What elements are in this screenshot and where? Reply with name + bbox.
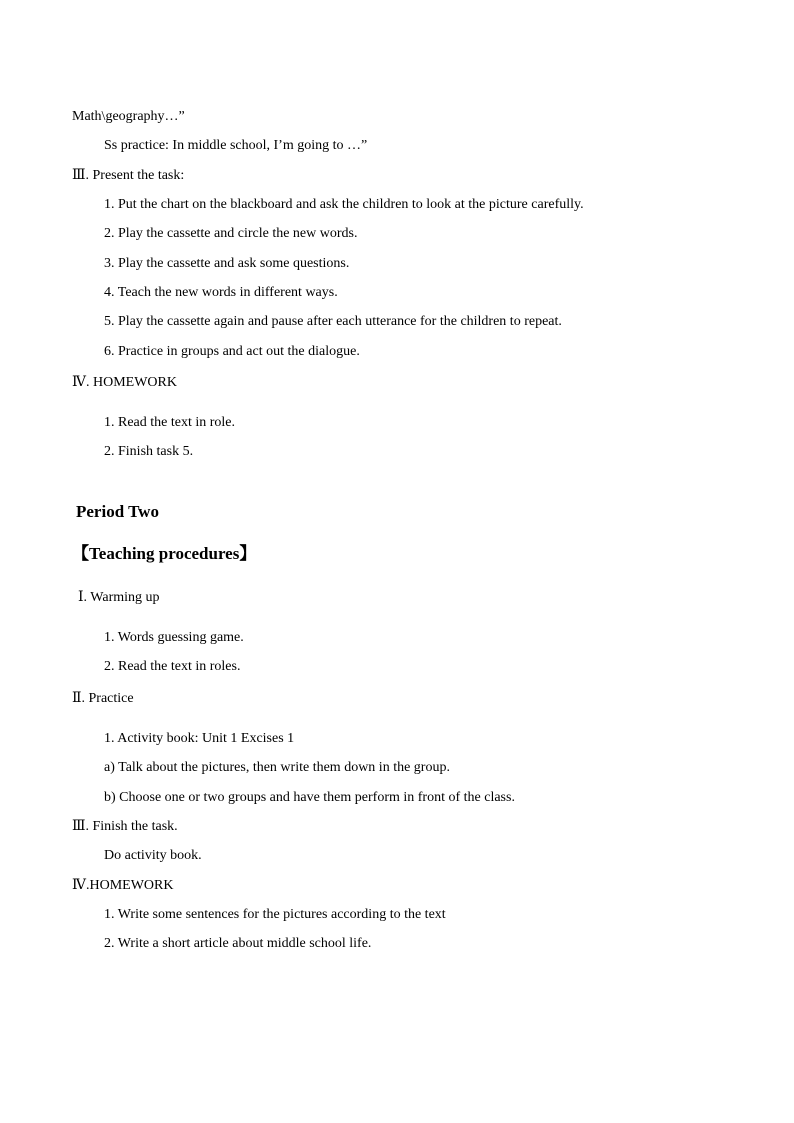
homework-item: 1. Write some sentences for the pictures according to the text <box>104 907 446 922</box>
homework-item: 2. Write a short article about middle school life. <box>104 936 372 951</box>
section-3-item: 5. Play the cassette again and pause after each utterance for the children to repeat. <box>104 314 562 329</box>
practice-item: a) Talk about the pictures, then write them down in the group. <box>104 760 450 775</box>
practice-line: Ss practice: In middle school, I’m going to …” <box>104 138 368 153</box>
section-3-item: 3. Play the cassette and ask some questions. <box>104 256 350 271</box>
procedures-heading: 【Teaching procedures】 <box>72 544 257 563</box>
section-3-item: 1. Put the chart on the blackboard and ask the children to look at the picture carefully. <box>104 197 584 212</box>
finish-task-title: Ⅲ. Finish the task. <box>72 819 178 834</box>
continuation-line: Math\geography…” <box>72 109 185 124</box>
section-4-title: Ⅳ. HOMEWORK <box>72 375 177 390</box>
homework-title: Ⅳ.HOMEWORK <box>72 878 174 893</box>
warming-up-item: 1. Words guessing game. <box>104 630 244 645</box>
section-4-item: 2. Finish task 5. <box>104 444 194 459</box>
section-3-item: 6. Practice in groups and act out the dialogue. <box>104 344 360 359</box>
practice-item: 1. Activity book: Unit 1 Excises 1 <box>104 731 295 746</box>
section-3-title: Ⅲ. Present the task: <box>72 168 185 183</box>
warming-up-title: Ⅰ. Warming up <box>78 590 160 605</box>
practice-title: Ⅱ. Practice <box>72 691 134 706</box>
finish-task-item: Do activity book. <box>104 848 202 863</box>
period-two-title: Period Two <box>76 502 159 521</box>
section-4-item: 1. Read the text in role. <box>104 415 236 430</box>
section-3-item: 4. Teach the new words in different ways. <box>104 285 338 300</box>
section-3-item: 2. Play the cassette and circle the new words. <box>104 226 358 241</box>
warming-up-item: 2. Read the text in roles. <box>104 659 241 674</box>
practice-item: b) Choose one or two groups and have them perform in front of the class. <box>104 790 515 805</box>
